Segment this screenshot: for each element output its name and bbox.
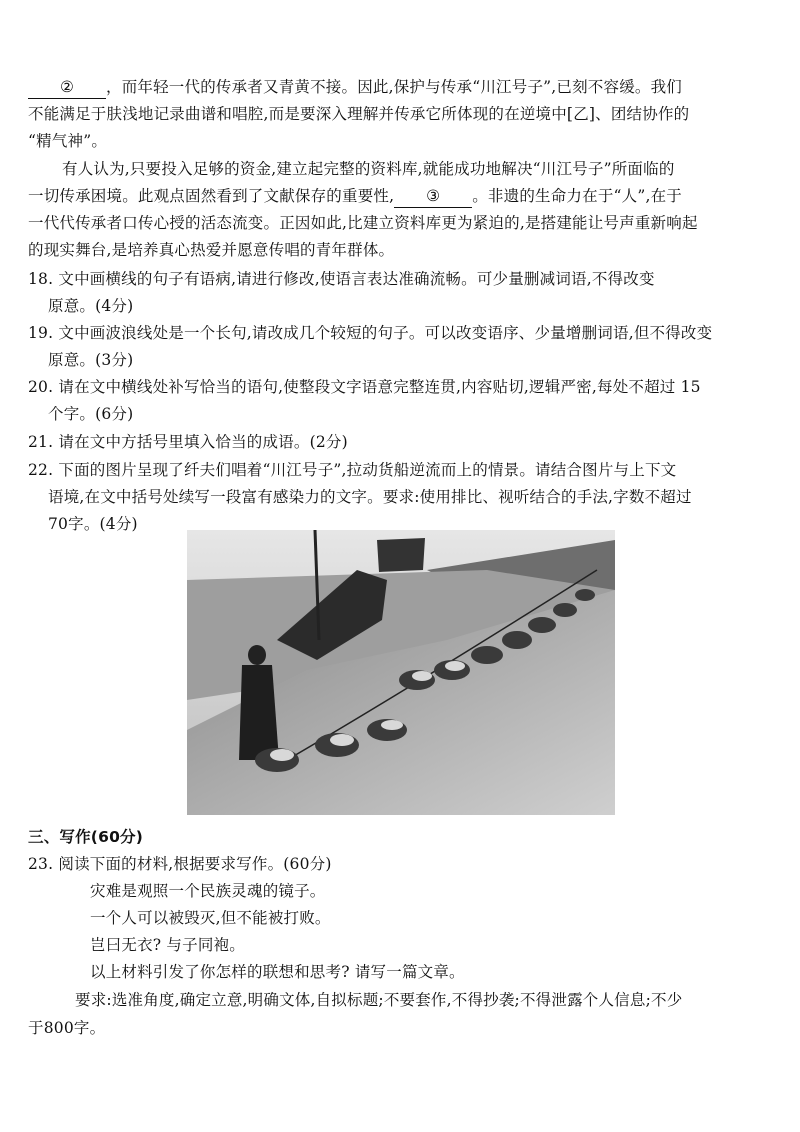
overseer-figure: [239, 665, 279, 760]
question-21: 21. 请在文中方括号里填入恰当的成语。(2分): [28, 433, 348, 451]
material-1: 灾难是观照一个民族灵魂的镜子。: [90, 882, 326, 900]
tracker-10: [575, 589, 595, 601]
para2-line4: 的现实舞台,是培养真心热爱并愿意传唱的青年群体。: [28, 241, 395, 259]
tracker-back-3: [381, 720, 403, 730]
tracker-back-5: [445, 661, 465, 671]
material-2: 一个人可以被毁灭,但不能被打败。: [90, 909, 331, 927]
question-20-line1: 20. 请在文中横线处补写恰当的语句,使整段文字语意完整连贯,内容贴切,逻辑严密,每处不超过 15: [28, 378, 701, 396]
para2-line1: 有人认为,只要投入足够的资金,建立起完整的资料库,就能成功地解决“川江号子”所面临的: [62, 160, 675, 178]
bracket-yi: 乙: [573, 105, 589, 123]
para1-line2: [28, 103, 773, 125]
distant-boat: [377, 538, 425, 572]
question-23: 23. 阅读下面的材料,根据要求写作。(60分): [28, 855, 332, 873]
para1-line2-post: ]、团结协作的: [588, 105, 690, 123]
blank-2: ②: [28, 76, 106, 99]
tracker-back-1: [270, 749, 294, 761]
material-4: 以上材料引发了你怎样的联想和思考? 请写一篇文章。: [90, 963, 465, 981]
question-22-line2: 语境,在文中括号处续写一段富有感染力的文字。要求:使用排比、视听结合的手法,字数不超过: [48, 488, 692, 506]
para2-line2: [28, 185, 773, 208]
question-18-line2: 原意。(4分): [48, 297, 134, 315]
tracker-6: [471, 646, 503, 664]
para1-line1-text: ，而年轻一代的传承者又青黄不接。因此,保护与传承“川江号子”,已刻不容缓。我们: [106, 78, 683, 96]
blank-3: ③: [394, 185, 472, 208]
writing-requirements-line2: 于800字。: [28, 1019, 106, 1037]
para1-line1: [28, 76, 773, 99]
writing-requirements-line1: 要求:选准角度,确定立意,明确文体,自拟标题;不要套作,不得抄袭;不得泄露个人信息;不少: [75, 991, 683, 1009]
para2-line3: 一代代传承者口传心授的活态流变。正因如此,比建立资料库更为紧迫的,是搭建能让号声重新响起: [28, 214, 698, 232]
tracker-back-2: [330, 734, 354, 746]
material-3: 岂曰无衣? 与子同袍。: [90, 936, 245, 954]
para2-line2-post: 。非遗的生命力在于“人”,在于: [472, 187, 683, 205]
boat-trackers-photo: [187, 530, 615, 815]
para1-line2-pre: 不能满足于肤浅地记录曲谱和唱腔,而是要深入理解并传承它所体现的在逆境中[: [28, 105, 574, 123]
tracker-9: [553, 603, 577, 617]
tracker-back-4: [412, 671, 432, 681]
question-18-line1: 18. 文中画横线的句子有语病,请进行修改,使语言表达准确流畅。可少量删减词语,不得改变: [28, 270, 655, 288]
question-19-line1: 19. 文中画波浪线处是一个长句,请改成几个较短的句子。可以改变语序、少量增删词语,但不得改变: [28, 324, 713, 342]
question-19-line2: 原意。(3分): [48, 351, 134, 369]
overseer-head: [248, 645, 266, 665]
question-22-line3: 70字。(4分): [48, 515, 138, 533]
question-22-line1: 22. 下面的图片呈现了纤夫们唱着“川江号子”,拉动货船逆流而上的情景。请结合图片与上下文: [28, 461, 677, 479]
para1-line3: “精气神”。: [28, 132, 108, 150]
tracker-7: [502, 631, 532, 649]
tracker-8: [528, 617, 556, 633]
para2-line2-pre: 一切传承困境。此观点固然看到了文献保存的重要性,: [28, 187, 395, 205]
question-20-line2: 个字。(6分): [48, 405, 134, 423]
writing-heading: 三、写作(60分): [28, 828, 144, 846]
